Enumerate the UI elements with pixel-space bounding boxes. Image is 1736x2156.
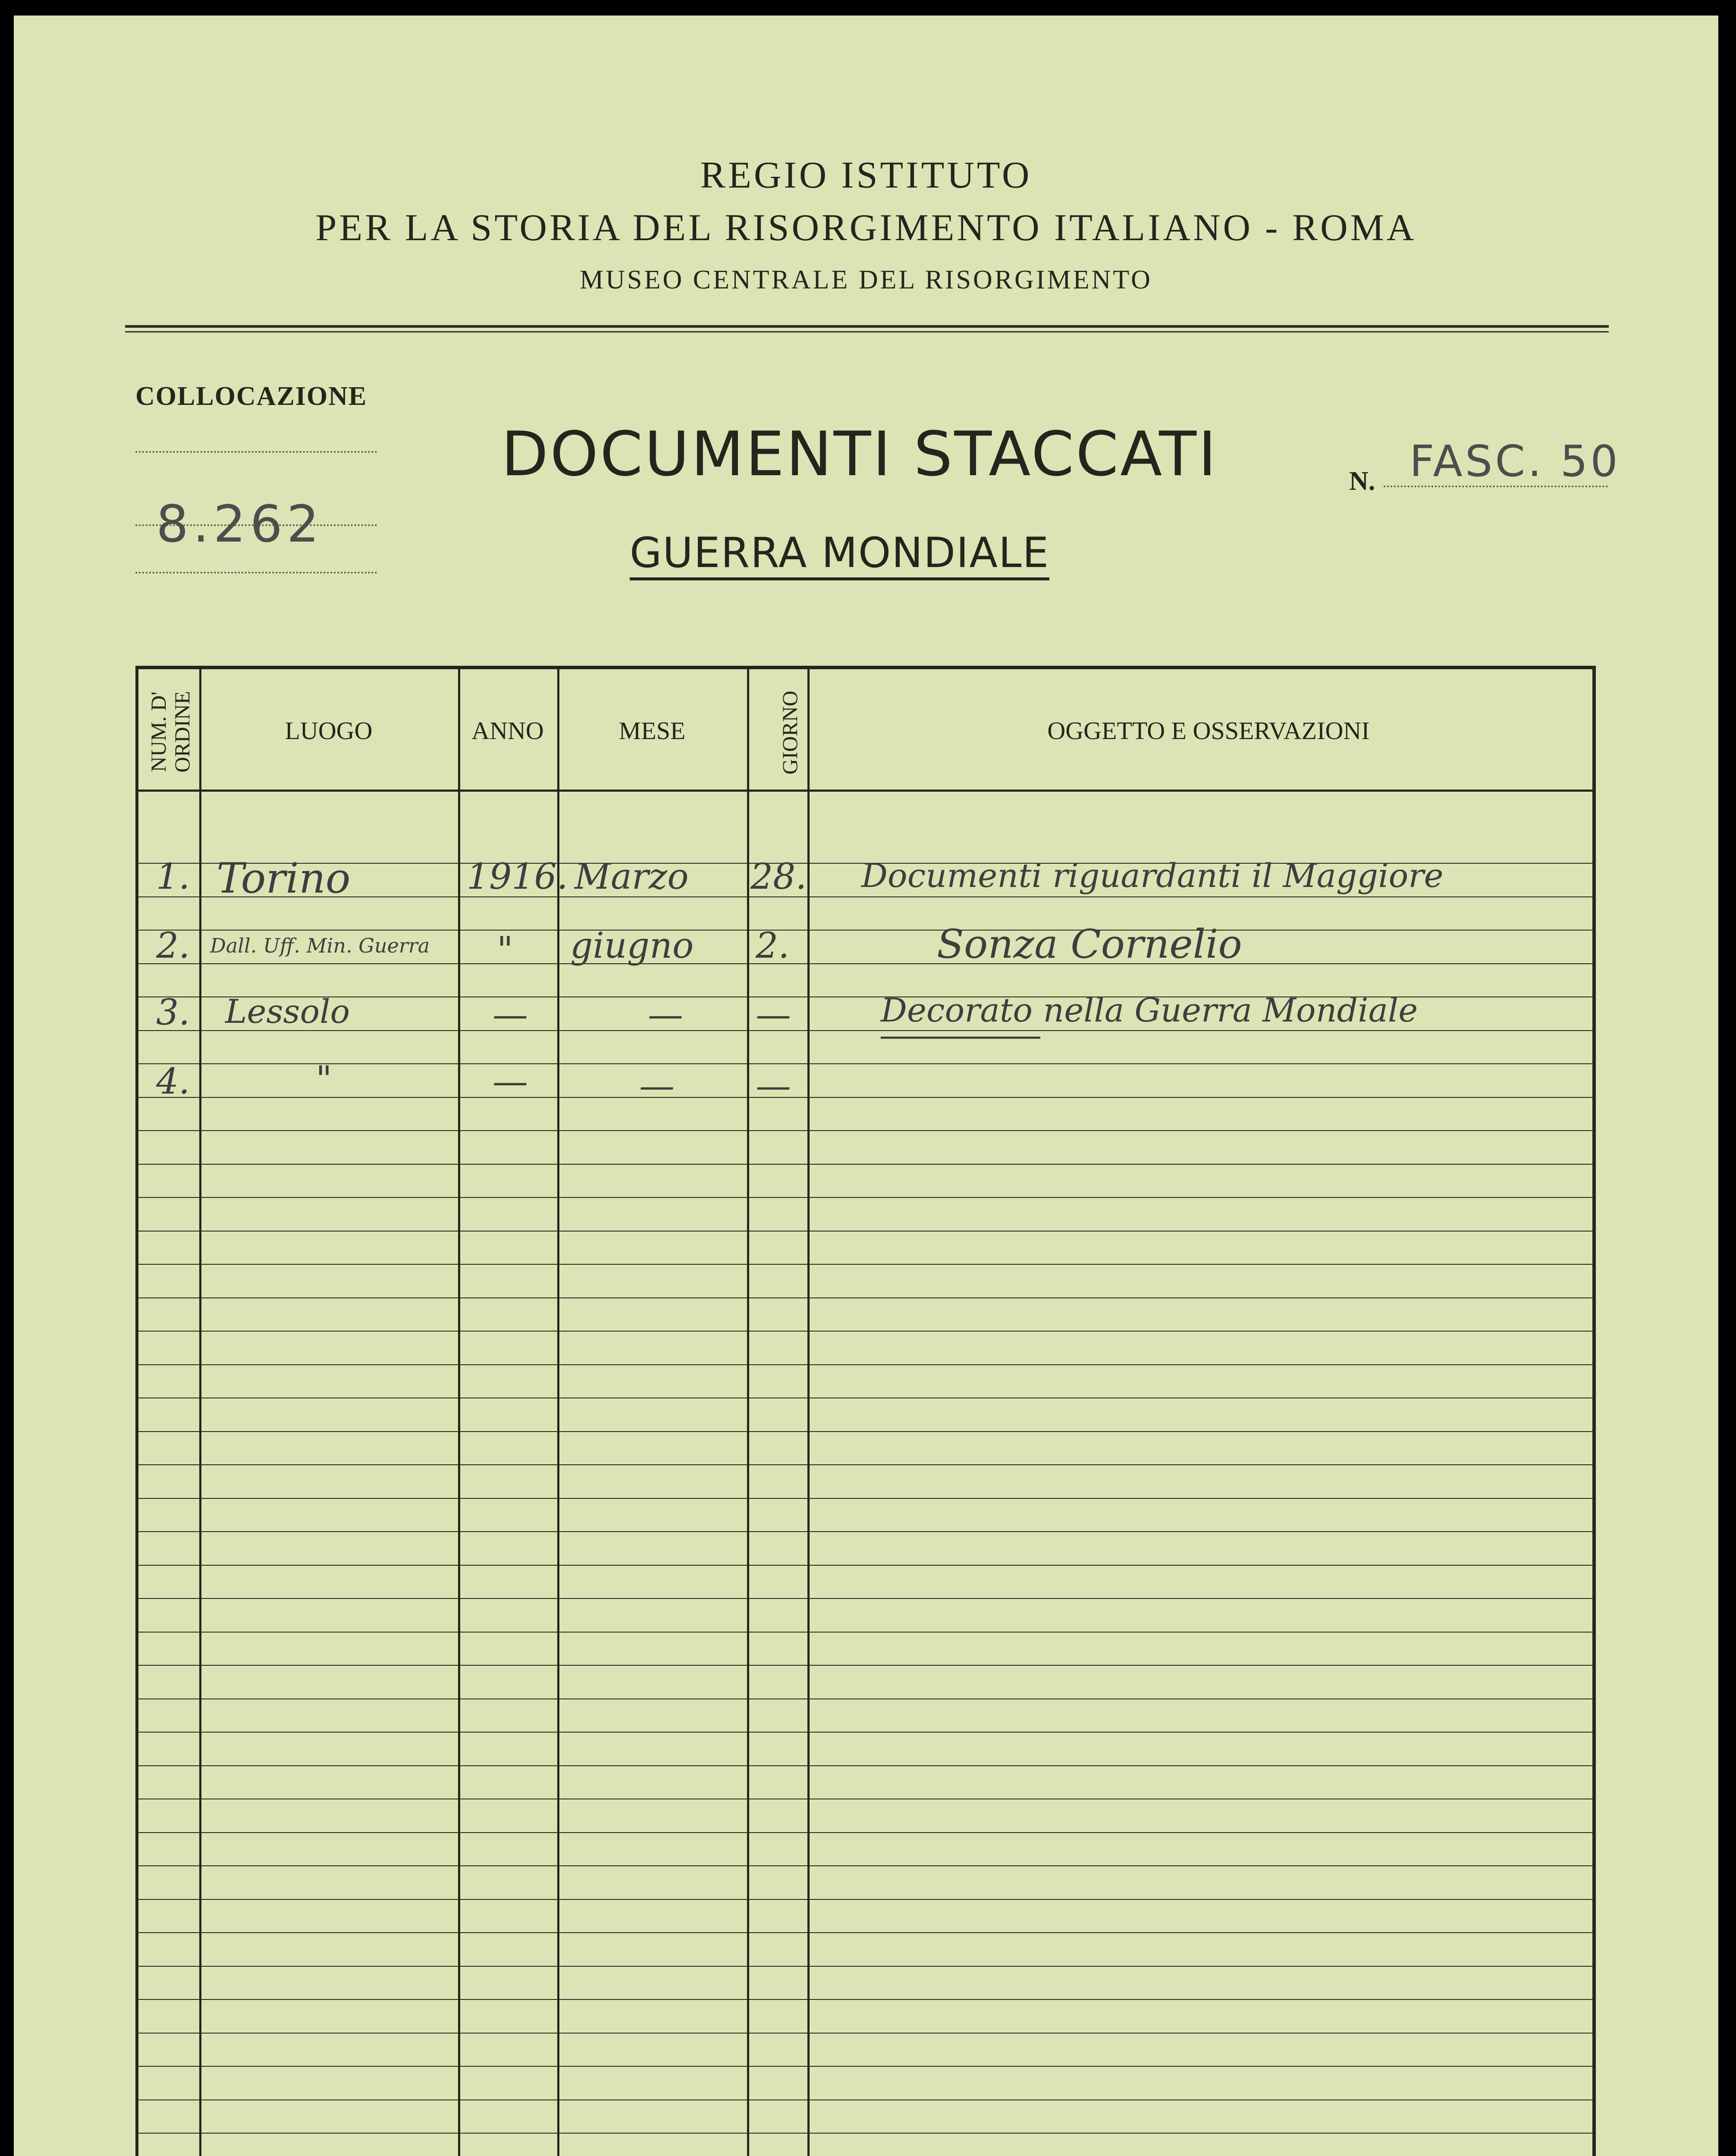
ruled-line-31 [138,1865,1592,1866]
collocazione-value: 8.262 [156,494,323,554]
row-3-giorno: — [756,994,791,1035]
ruled-line-39 [138,2133,1592,2134]
ruled-line-37 [138,2066,1592,2067]
header-giorno: GIORNO [778,690,802,775]
row-2-num: 2. [156,925,190,966]
ruled-line-10 [138,1164,1592,1165]
ruled-line-36 [138,2033,1592,2034]
row-1-giorno: 28. [750,856,807,897]
ruled-line-22 [138,1565,1592,1566]
ruled-line-26 [138,1698,1592,1699]
ruled-line-4 [138,963,1592,964]
ruled-line-33 [138,1932,1592,1933]
ruled-line-14 [138,1297,1592,1298]
header-luogo: LUOGO [285,717,373,745]
fascicolo-number: FASC. 50 [1410,436,1620,486]
row-3-anno: — [493,994,528,1035]
row-4-mese: — [639,1065,675,1106]
row-3-oggetto-underline [881,1037,1040,1039]
row-3-num: 3. [156,992,190,1033]
museum-name: MUSEO CENTRALE DEL RISORGIMENTO [580,265,1152,295]
ruled-line-11 [138,1197,1592,1198]
ruled-line-32 [138,1899,1592,1900]
row-3-mese: — [648,994,683,1035]
ruled-line-18 [138,1431,1592,1432]
header-oggetto: OGGETTO E OSSERVAZIONI [1047,717,1370,745]
ledger-table [14,16,1718,2156]
header-anno: ANNO [471,717,544,745]
document-subtitle: GUERRA MONDIALE [630,531,1049,580]
table-border-top [135,666,1596,669]
ruled-line-9 [138,1130,1592,1131]
ruled-line-8 [138,1097,1592,1098]
row-2-mese: giugno [570,925,694,966]
ruled-line-7 [138,1063,1592,1064]
table-border-left [135,666,138,2156]
ruled-line-25 [138,1665,1592,1666]
table-border-right [1592,666,1596,2156]
table-header-bottom [135,790,1596,792]
row-4-luogo: " [316,1059,332,1100]
ruled-line-20 [138,1498,1592,1499]
institution-name: REGIO ISTITUTO [700,154,1032,196]
ruled-line-12 [138,1231,1592,1232]
ruled-line-27 [138,1732,1592,1733]
ruled-line-13 [138,1264,1592,1265]
row-2-oggetto: Sonza Cornelio [937,921,1242,967]
ruled-line-19 [138,1464,1592,1465]
row-3-oggetto: Decorato nella Guerra Mondiale [881,991,1418,1029]
document-page [14,16,1718,2156]
row-1-luogo: Torino [217,854,351,903]
row-2-giorno: 2. [756,925,790,966]
ruled-line-28 [138,1765,1592,1766]
document-title: DOCUMENTI STACCATI [501,419,1218,490]
row-1-num: 1. [156,856,190,897]
ruled-line-23 [138,1598,1592,1599]
ruled-line-35 [138,1999,1592,2000]
row-1-oggetto: Documenti riguardanti il Maggiore [861,856,1444,895]
row-1-mese: Marzo [574,856,689,897]
ruled-line-30 [138,1832,1592,1833]
header-num-ordine: NUM. D' ORDINE [146,691,194,773]
number-label: N. [1349,467,1375,496]
row-4-num: 4. [156,1061,190,1102]
row-4-giorno: — [756,1065,791,1106]
ruled-line-16 [138,1364,1592,1365]
row-1-anno: 1916. [467,856,568,897]
ruled-line-6 [138,1030,1592,1031]
ruled-line-34 [138,1966,1592,1967]
ruled-line-3 [138,930,1592,931]
row-3-luogo: Lessolo [225,992,350,1031]
ruled-line-15 [138,1331,1592,1332]
row-2-anno: " [497,930,513,971]
ruled-line-24 [138,1632,1592,1633]
collocazione-label: COLLOCAZIONE [135,382,367,411]
row-4-anno: — [493,1061,528,1102]
institution-subtitle: PER LA STORIA DEL RISORGIMENTO ITALIANO - ROMA [315,207,1417,249]
header-mese: MESE [618,717,686,745]
row-2-luogo: Dall. Uff. Min. Guerra [210,934,430,957]
ruled-line-21 [138,1531,1592,1532]
ruled-line-2 [138,896,1592,897]
